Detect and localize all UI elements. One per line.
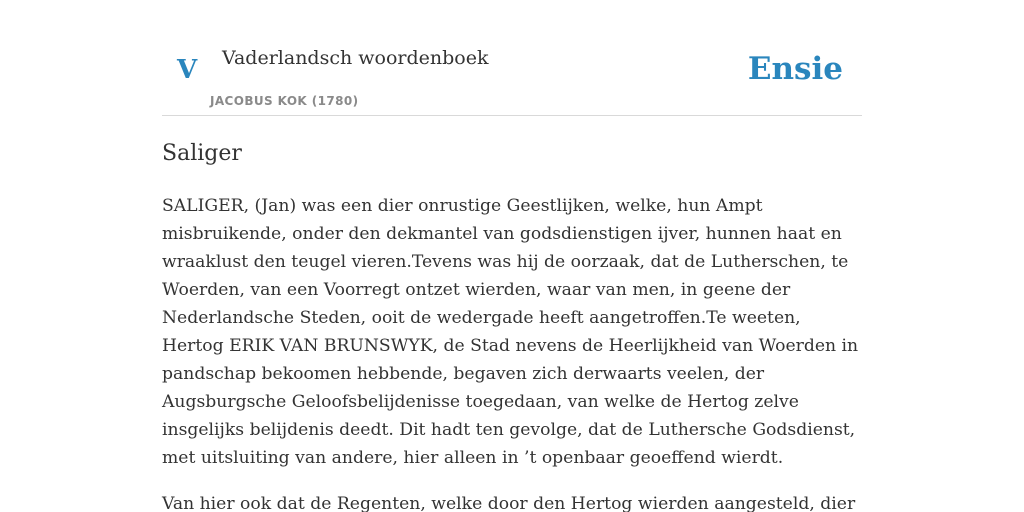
entry-paragraph: Van hier ook dat de Regenten, welke door den Hertog wierden aangesteld, dier (162, 494, 856, 512)
entry-title: Saliger (162, 141, 242, 166)
book-letter-icon: V (177, 55, 198, 85)
page-container (162, 0, 862, 512)
entry-body (162, 192, 864, 512)
ensie-logo[interactable]: Ensie (747, 51, 843, 87)
book-author: JACOBUS KOK (1780) (210, 94, 359, 108)
book-title[interactable]: Vaderlandsch woordenboek (222, 47, 489, 69)
entry-paragraph: SALIGER, (Jan) was een dier onrustige Geestlijken, welke, hun Ampt misbruikende, onder den dekmantel van godsdienstigen ijver, hunnen haat en wraaklust den teugel vieren.Tevens was hij de oorzaak, dat de Lutherschen, te Woerden, van een Voorregt ontzet wierden, waar van men, in geene der Nederlandsche Steden, ooit de wedergade heeft aangetroffen.Te weeten, Hertog ERIK VAN BRUNSWYK, de Stad nevens de Heerlijkheid van Woerden in pandschap bekoomen hebbende, begaven zich derwaarts veelen, der Augsburgsche Geloofsbelijdenisse toegedaan, van welke de Hertog zelve insgelijks belijdenis deedt. Dit hadt ten gevolge, dat de Luthersche Godsdienst, met uitsluiting van andere, hier alleen in ’t openbaar geoeffend wierdt. (162, 196, 859, 468)
book-header (162, 0, 862, 116)
